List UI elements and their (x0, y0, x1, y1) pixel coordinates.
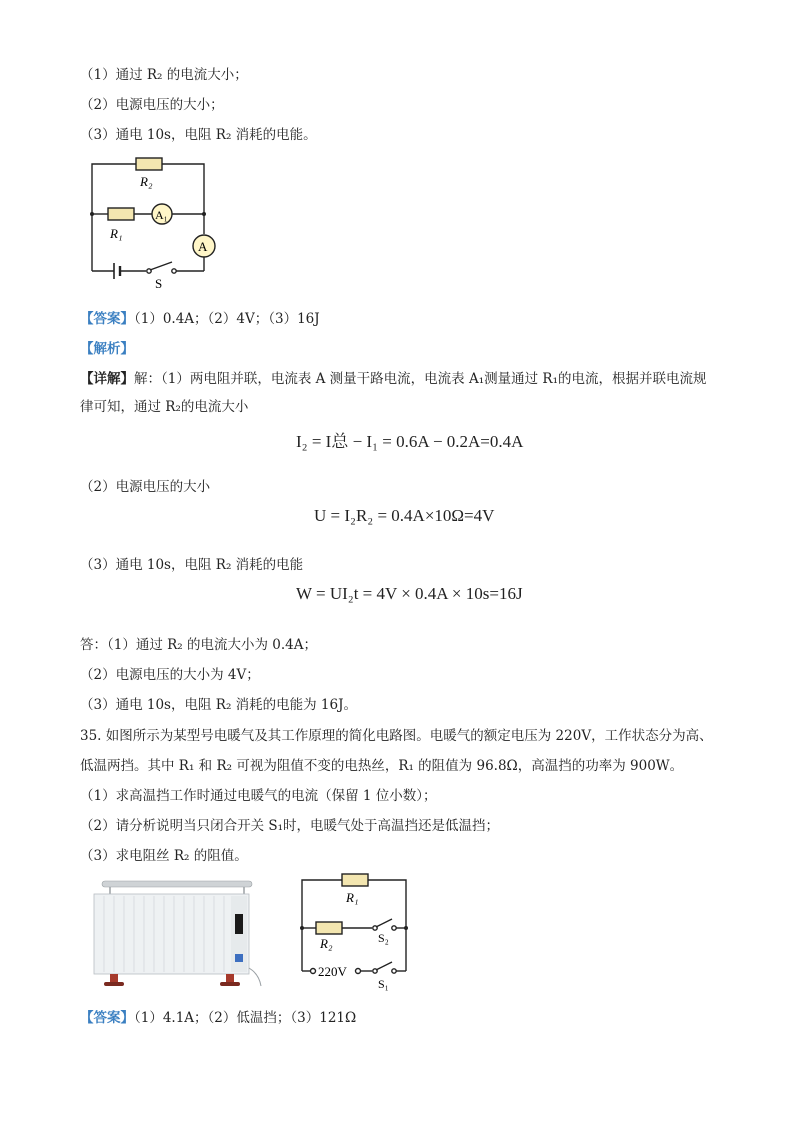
q35-sub3: （3）求电阻丝 R₂ 的阻值。 (80, 848, 248, 864)
q35-stem2: 低温两挡。其中 R₁ 和 R₂ 可视为阻值不变的电热丝，R₁ 的阻值为 96.8Ω，高温挡的功率为 900W。 (80, 758, 684, 774)
q35-sub1: （1）求高温挡工作时通过电暖气的电流（保留 1 位小数）； (80, 788, 437, 804)
label-r1: R₁ (110, 226, 123, 241)
formula-voltage: U = I₂R₂ = 0.4A×10Ω=4V (314, 506, 495, 525)
answer-text: （1）4.1A；（2）低温挡；（3）121Ω (134, 1010, 357, 1026)
electric-heater-image (88, 878, 263, 990)
switch-s (150, 262, 172, 270)
q34-detail-line2: 律可知，通过 R₂的电流大小 (80, 399, 249, 415)
q35-stem1: 35. 如图所示为某型号电暖气及其工作原理的简化电路图。电暖气的额定电压为 220V，工作状态分为高、 (80, 728, 713, 744)
q34-sub1: （1）通过 R₂ 的电流大小； (80, 67, 248, 83)
resistor-r2 (136, 158, 162, 170)
label-s: S (155, 276, 163, 290)
answer-text: （1）0.4A；（2）4V；（3）16J (134, 311, 320, 327)
terminal-left (311, 969, 316, 974)
circuit-diagram-q34 (80, 150, 230, 290)
circuit-diagram-q35 (290, 868, 420, 998)
answer-label: 【答案】 (80, 1010, 134, 1026)
label-r2: R₂ (320, 936, 333, 951)
q34-sub3-detail: （3）通电 10s，电阻 R₂ 消耗的电能 (80, 557, 304, 573)
formula-energy: W = UI₂t = 4V × 0.4A × 10s=16J (296, 584, 523, 603)
q34-sub2: （2）电源电压的大小； (80, 97, 224, 113)
detail-label: 【详解】 (80, 371, 134, 387)
q34-sub2-detail: （2）电源电压的大小 (80, 479, 211, 495)
label-r1: R₁ (346, 890, 359, 905)
q34-sub3: （3）通电 10s，电阻 R₂ 消耗的电能。 (80, 127, 317, 143)
label-a1: A₁ (155, 208, 168, 222)
label-s2: S₂ (378, 931, 389, 945)
label-220v: 220V (318, 964, 347, 979)
label-a: A (198, 239, 208, 254)
q35-answer-line (80, 1009, 356, 1027)
switch-s2 (376, 919, 392, 927)
label-r2: R₂ (140, 174, 153, 189)
switch-s1 (376, 962, 392, 970)
q34-conclusion1: 答：（1）通过 R₂ 的电流大小为 0.4A； (80, 637, 318, 653)
answer-label: 【答案】 (80, 311, 134, 327)
resistor-r2 (316, 922, 342, 934)
resistor-r1 (342, 874, 368, 886)
q34-conclusion3: （3）通电 10s，电阻 R₂ 消耗的电能为 16J。 (80, 697, 358, 713)
q34-answer-line (80, 310, 320, 328)
analysis-label: 【解析】 (80, 341, 134, 357)
terminal-right (356, 969, 361, 974)
q35-sub2: （2）请分析说明当只闭合开关 S₁时，电暖气处于高温挡还是低温挡； (80, 818, 500, 834)
detail-text1: 解：（1）两电阻并联，电流表 A 测量干路电流，电流表 A₁测量通过 R₁的电流，根据并联电流规 (134, 371, 707, 387)
label-s1: S₁ (378, 977, 389, 991)
q34-analysis-line (80, 340, 134, 358)
q34-detail-line1 (80, 370, 707, 388)
q34-conclusion2: （2）电源电压的大小为 4V； (80, 667, 260, 683)
formula-current: I₂ = I总 − I₁ = 0.6A − 0.2A=0.4A (296, 432, 524, 451)
resistor-r1 (108, 208, 134, 220)
